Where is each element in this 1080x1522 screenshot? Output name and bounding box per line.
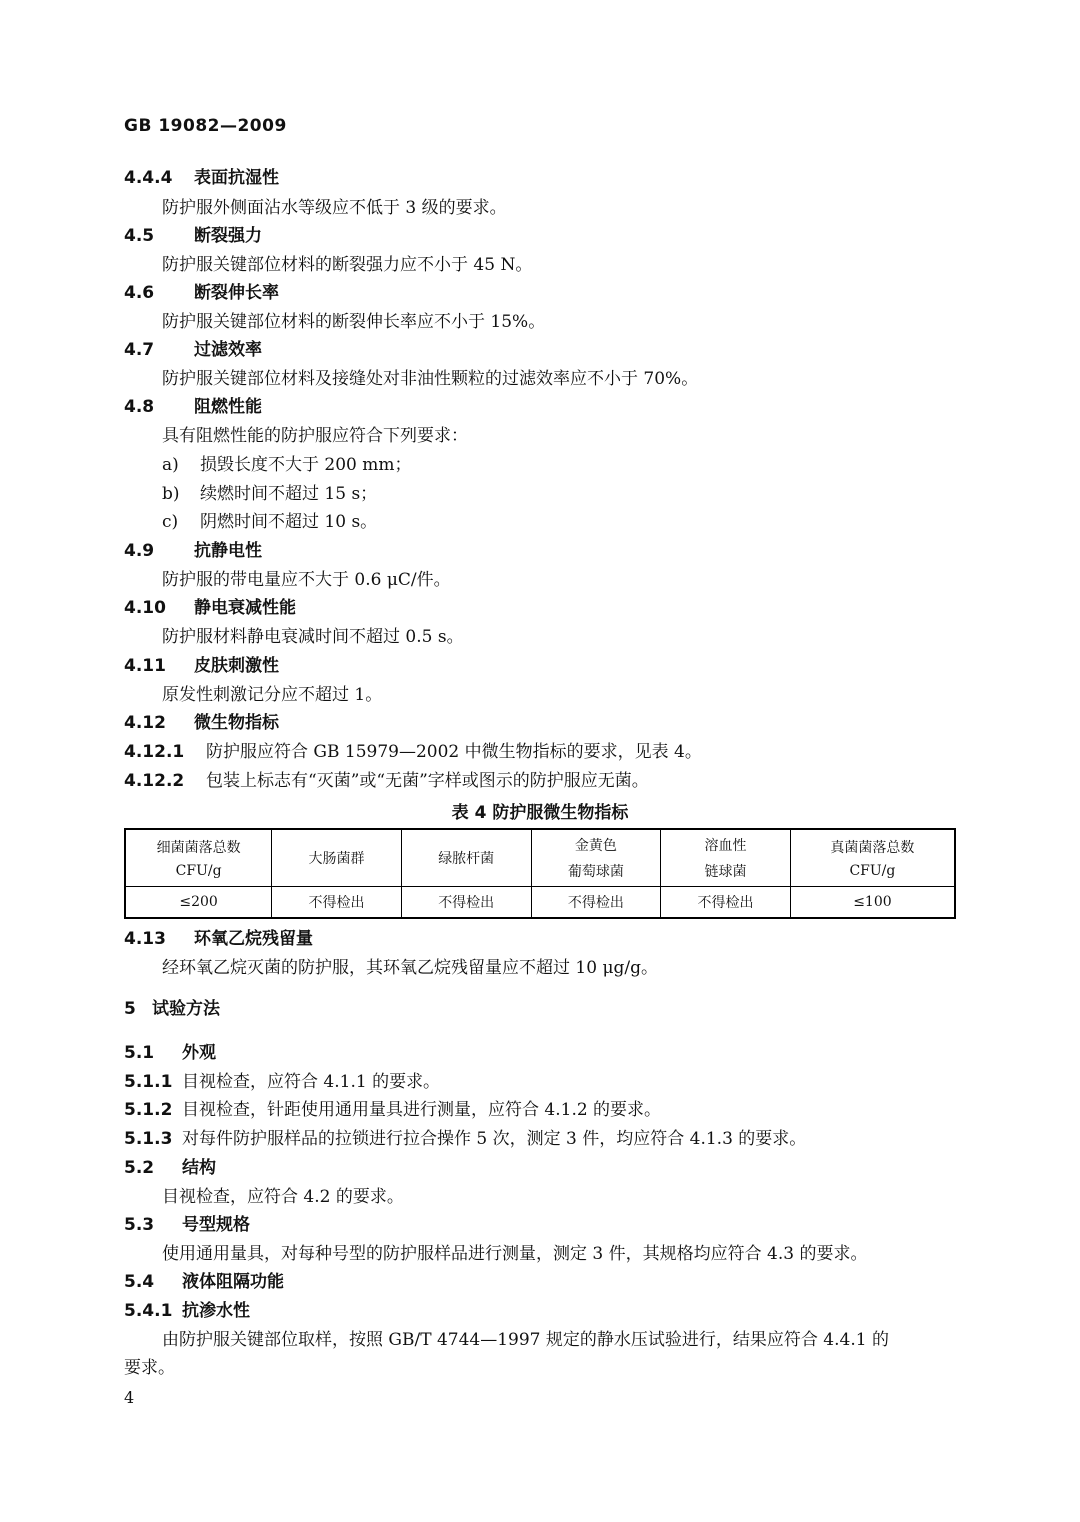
section-number: 5.1.2	[124, 1100, 173, 1120]
heading-4-9	[124, 539, 262, 563]
section-title: 抗渗水性	[182, 1301, 250, 1321]
section-title: 表面抗湿性	[194, 168, 279, 188]
table-header-cell: 金黄色 葡萄球菌	[531, 829, 661, 887]
list-text: 阴燃时间不超过 10 s。	[200, 512, 378, 532]
section-number: 4.12.2	[124, 771, 185, 791]
table-header-cell: 绿脓杆菌	[401, 829, 531, 887]
section-title: 液体阻隔功能	[182, 1272, 284, 1292]
clause-text: 防护服应符合 GB 15979—2002 中微生物指标的要求，见表 4。	[206, 742, 702, 762]
heading-5	[124, 997, 220, 1021]
clause-text: 目视检查，针距使用通用量具进行测量，应符合 4.1.2 的要求。	[182, 1100, 662, 1120]
paragraph: 使用通用量具，对每种号型的防护服样品进行测量，测定 3 件，其规格均应符合 4.3 的要求。	[162, 1244, 868, 1264]
list-label: b)	[162, 484, 180, 504]
clause-4-12-2	[124, 769, 649, 793]
list-item	[162, 453, 412, 477]
microbial-indicator-table	[124, 828, 956, 919]
list-label: a)	[162, 455, 179, 475]
table-row	[125, 887, 955, 919]
section-title: 断裂伸长率	[194, 283, 279, 303]
section-title: 结构	[182, 1158, 216, 1178]
section-title: 过滤效率	[194, 340, 262, 360]
clause-text: 对每件防护服样品的拉锁进行拉合操作 5 次，测定 3 件，均应符合 4.1.3 的要求。	[182, 1129, 807, 1149]
section-title: 环氧乙烷残留量	[194, 929, 313, 949]
table-cell: ≤100	[790, 887, 955, 919]
heading-4-6	[124, 281, 279, 305]
heading-4-12	[124, 711, 279, 735]
section-number: 4.12	[124, 713, 166, 733]
section-title: 静电衰减性能	[194, 598, 296, 618]
paragraph: 防护服外侧面沾水等级应不低于 3 级的要求。	[162, 198, 507, 218]
heading-4-8	[124, 395, 262, 419]
section-number: 4.12.1	[124, 742, 185, 762]
table-caption: 表 4 防护服微生物指标	[451, 803, 629, 823]
paragraph: 防护服关键部位材料及接缝处对非油性颗粒的过滤效率应不小于 70%。	[162, 369, 699, 389]
section-number: 5.1	[124, 1043, 155, 1063]
section-title: 外观	[182, 1043, 216, 1063]
section-number: 4.6	[124, 283, 155, 303]
page-number: 4	[124, 1388, 135, 1407]
table-header-cell: 细菌菌落总数 CFU/g	[125, 829, 272, 887]
table-cell: 不得检出	[272, 887, 402, 919]
heading-4-13	[124, 927, 313, 951]
list-item	[162, 482, 377, 506]
standard-number: GB 19082—2009	[124, 116, 287, 136]
section-number: 4.5	[124, 226, 155, 246]
section-number: 4.7	[124, 340, 155, 360]
clause-text: 目视检查，应符合 4.1.1 的要求。	[182, 1072, 441, 1092]
table-header-row	[125, 829, 955, 887]
table-header-cell: 真菌菌落总数 CFU/g	[790, 829, 955, 887]
section-title: 试验方法	[152, 999, 220, 1019]
section-number: 5.4	[124, 1272, 155, 1292]
heading-4-5	[124, 224, 262, 248]
section-number: 4.9	[124, 541, 155, 561]
clause-text: 包装上标志有“灭菌”或“无菌”字样或图示的防护服应无菌。	[206, 771, 649, 791]
table-cell: 不得检出	[661, 887, 791, 919]
section-number: 4.11	[124, 656, 166, 676]
section-number: 4.10	[124, 598, 166, 618]
heading-5-4-1	[124, 1299, 250, 1323]
clause-4-12-1	[124, 740, 702, 764]
heading-4-4-4	[124, 166, 279, 190]
heading-5-4	[124, 1270, 284, 1294]
paragraph: 经环氧乙烷灭菌的防护服，其环氧乙烷残留量应不超过 10 μg/g。	[162, 958, 658, 978]
section-number: 5.2	[124, 1158, 155, 1178]
section-number: 4.13	[124, 929, 166, 949]
heading-5-3	[124, 1213, 250, 1237]
paragraph: 防护服关键部位材料的断裂强力应不小于 45 N。	[162, 255, 533, 275]
section-number: 4.8	[124, 397, 155, 417]
section-number: 5.1.3	[124, 1129, 173, 1149]
section-title: 断裂强力	[194, 226, 262, 246]
section-number: 4.4.4	[124, 168, 173, 188]
table-cell: ≤200	[125, 887, 272, 919]
list-text: 损毁长度不大于 200 mm；	[200, 455, 412, 475]
table-header-cell: 大肠菌群	[272, 829, 402, 887]
table-cell: 不得检出	[401, 887, 531, 919]
table-header-cell: 溶血性 链球菌	[661, 829, 791, 887]
paragraph: 由防护服关键部位取样，按照 GB/T 4744—1997 规定的静水压试验进行，结果应符合 4.4.1 的	[162, 1330, 889, 1350]
clause-5-1-3	[124, 1127, 806, 1151]
section-number: 5.4.1	[124, 1301, 173, 1321]
section-title: 微生物指标	[194, 713, 279, 733]
paragraph-continuation: 要求。	[124, 1358, 175, 1378]
section-number: 5	[124, 999, 136, 1019]
paragraph: 目视检查，应符合 4.2 的要求。	[162, 1187, 404, 1207]
clause-5-1-1	[124, 1070, 440, 1094]
table-cell: 不得检出	[531, 887, 661, 919]
section-title: 号型规格	[182, 1215, 250, 1235]
paragraph: 具有阻燃性能的防护服应符合下列要求：	[162, 426, 468, 446]
clause-5-1-2	[124, 1098, 661, 1122]
section-number: 5.1.1	[124, 1072, 173, 1092]
heading-5-1	[124, 1041, 216, 1065]
list-label: c)	[162, 512, 179, 532]
paragraph: 防护服关键部位材料的断裂伸长率应不小于 15%。	[162, 312, 546, 332]
paragraph: 防护服的带电量应不大于 0.6 μC/件。	[162, 570, 451, 590]
list-item	[162, 510, 377, 534]
heading-4-10	[124, 596, 296, 620]
list-text: 续燃时间不超过 15 s；	[200, 484, 378, 504]
heading-5-2	[124, 1156, 216, 1180]
section-title: 阻燃性能	[194, 397, 262, 417]
paragraph: 原发性刺激记分应不超过 1。	[162, 685, 383, 705]
section-title: 皮肤刺激性	[194, 656, 279, 676]
paragraph: 防护服材料静电衰减时间不超过 0.5 s。	[162, 627, 464, 647]
section-title: 抗静电性	[194, 541, 262, 561]
heading-4-11	[124, 654, 279, 678]
heading-4-7	[124, 338, 262, 362]
section-number: 5.3	[124, 1215, 155, 1235]
